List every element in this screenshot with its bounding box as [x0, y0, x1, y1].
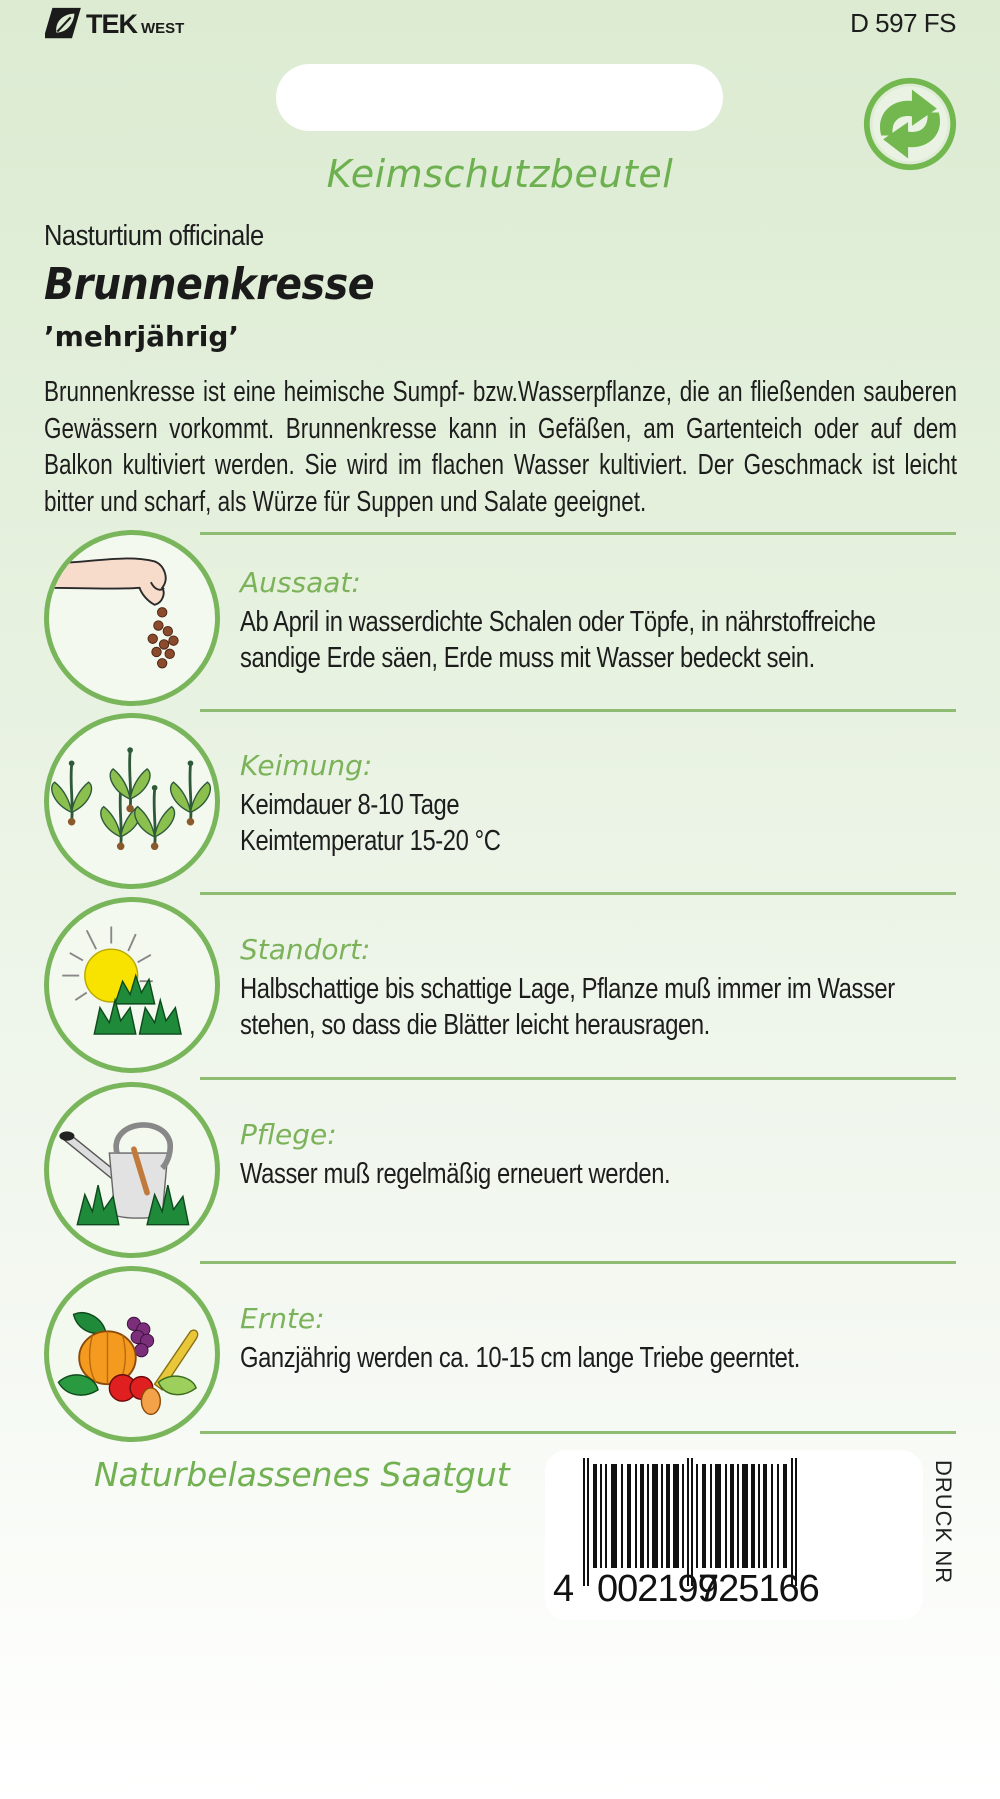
hand-sowing-seeds-icon — [44, 530, 220, 706]
divider — [200, 1077, 956, 1080]
section-title: Keimung: — [240, 749, 373, 782]
section-title: Standort: — [240, 933, 371, 966]
section-body — [240, 1156, 945, 1192]
brand-name: TEK — [86, 8, 137, 39]
section-line: Wasser muß regelmäßig erneuert werden. — [240, 1158, 671, 1190]
section-title: Ernte: — [240, 1302, 325, 1335]
section-standort — [44, 897, 964, 1077]
footer-slogan: Naturbelassenes Saatgut — [94, 1455, 510, 1494]
section-line: Halbschattige bis schattige Lage, Pflanze muß immer im Wasser — [240, 973, 895, 1005]
packet-type-label: Keimschutzbeutel — [326, 152, 674, 196]
section-keimung — [44, 713, 964, 893]
barcode-right-digits: 725166 — [698, 1568, 819, 1610]
variety-label: ’mehrjährig’ — [44, 320, 240, 353]
watering-can-icon — [44, 1082, 220, 1258]
brand-suffix: WEST — [141, 19, 185, 37]
leaf-logo-icon — [45, 6, 83, 42]
product-description: Brunnenkresse ist eine heimische Sumpf- bzw.Wasserpflanze, die an fließenden sauberen Gewässern vorkommt. Brunnenkresse kann in Gefäßen, am Gartenteich oder auf dem Balkon kultiviert werden. Sie wird im flachen Wasser kultiviert. Der Geschmack ist leicht bitter und scharf, als Würze für Suppen und Salate geeignet. — [44, 376, 957, 518]
section-body — [240, 1340, 945, 1376]
blank-label-area — [276, 64, 723, 131]
product-title: Brunnenkresse — [44, 259, 375, 310]
barcode-left-digits: 002199 — [597, 1568, 718, 1610]
harvest-vegetables-icon — [44, 1266, 220, 1442]
section-line: stehen, so dass die Blätter leicht herausragen. — [240, 1009, 710, 1041]
section-line: Ganzjährig werden ca. 10-15 cm lange Triebe geerntet. — [240, 1342, 800, 1374]
section-ernte — [44, 1266, 964, 1446]
section-pflege — [44, 1082, 964, 1262]
section-line: sandige Erde säen, Erde muss mit Wasser bedeckt sein. — [240, 642, 815, 674]
article-code: D 597 FS — [850, 8, 956, 38]
section-aussaat — [44, 530, 964, 710]
brand-logo — [45, 6, 184, 42]
section-line: Keimtemperatur 15-20 °C — [240, 825, 501, 857]
section-line: Keimdauer 8-10 Tage — [240, 789, 460, 821]
seedlings-icon — [44, 713, 220, 889]
section-body — [240, 971, 945, 1043]
barcode-first-digit: 4 — [553, 1568, 574, 1610]
section-title: Pflege: — [240, 1118, 337, 1151]
latin-name: Nasturtium officinale — [44, 220, 264, 252]
section-line: Ab April in wasserdichte Schalen oder Töpfe, in nährstoffreiche — [240, 606, 876, 638]
section-title: Aussaat: — [240, 566, 361, 599]
section-body — [240, 604, 945, 676]
sun-and-plants-icon — [44, 897, 220, 1073]
section-body — [240, 787, 945, 859]
print-number-label: DRUCK NR — [931, 1460, 956, 1585]
